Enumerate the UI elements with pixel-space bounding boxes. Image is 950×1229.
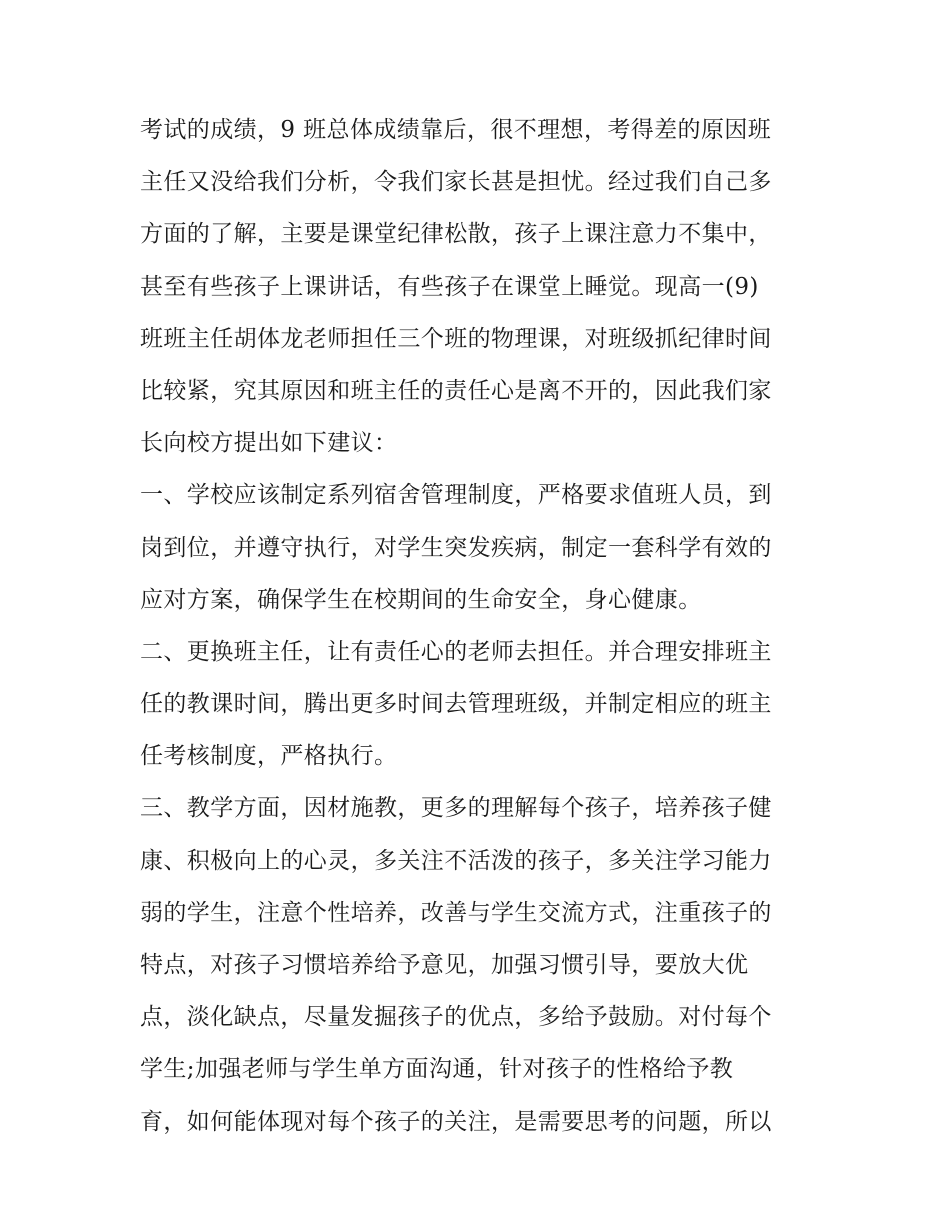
text-line: 点，淡化缺点，尽量发掘孩子的优点，多给予鼓励。对付每个	[140, 1004, 772, 1031]
text-line: 学生;加强老师与学生单方面沟通，针对孩子的性格给予教	[140, 1056, 734, 1083]
text-line: 长向校方提出如下建议：	[140, 430, 398, 457]
body-text	[140, 104, 820, 1148]
text-line: 弱的学生，注意个性培养，改善与学生交流方式，注重孩子的	[140, 899, 772, 926]
text-line: 班班主任胡体龙老师担任三个班的物理课，对班级抓纪律时间	[140, 325, 772, 352]
text-line: 应对方案，确保学生在校期间的生命安全，身心健康。	[140, 586, 702, 613]
text-line: 任的教课时间，腾出更多时间去管理班级，并制定相应的班主	[140, 691, 772, 718]
text-line: 特点，对孩子习惯培养给予意见，加强习惯引导，要放大优	[140, 952, 749, 978]
text-line: 一、学校应该制定系列宿舍管理制度，严格要求值班人员，到	[140, 482, 772, 509]
text-line: 三、教学方面，因材施教，更多的理解每个孩子，培养孩子健	[140, 795, 772, 822]
text-line: 育，如何能体现对每个孩子的关注，是需要思考的问题，所以	[140, 1108, 772, 1135]
text-line: 比较紧，究其原因和班主任的责任心是离不开的，因此我们家	[140, 377, 772, 404]
text-line: 甚至有些孩子上课讲话，有些孩子在课堂上睡觉。现高一(9)	[140, 273, 759, 300]
text-line: 主任又没给我们分析，令我们家长甚是担忧。经过我们自己多	[140, 169, 772, 196]
text-line: 任考核制度，严格执行。	[140, 743, 398, 770]
text-line: 方面的了解，主要是课堂纪律松散，孩子上课注意力不集中，	[140, 221, 772, 248]
text-line: 考试的成绩，9 班总体成绩靠后，很不理想，考得差的原因班	[140, 117, 772, 143]
text-line: 康、积极向上的心灵，多关注不活泼的孩子，多关注学习能力	[140, 847, 772, 874]
text-line: 岗到位，并遵守执行，对学生突发疾病，制定一套科学有效的	[140, 534, 772, 561]
text-line: 二、更换班主任，让有责任心的老师去担任。并合理安排班主	[140, 638, 772, 665]
